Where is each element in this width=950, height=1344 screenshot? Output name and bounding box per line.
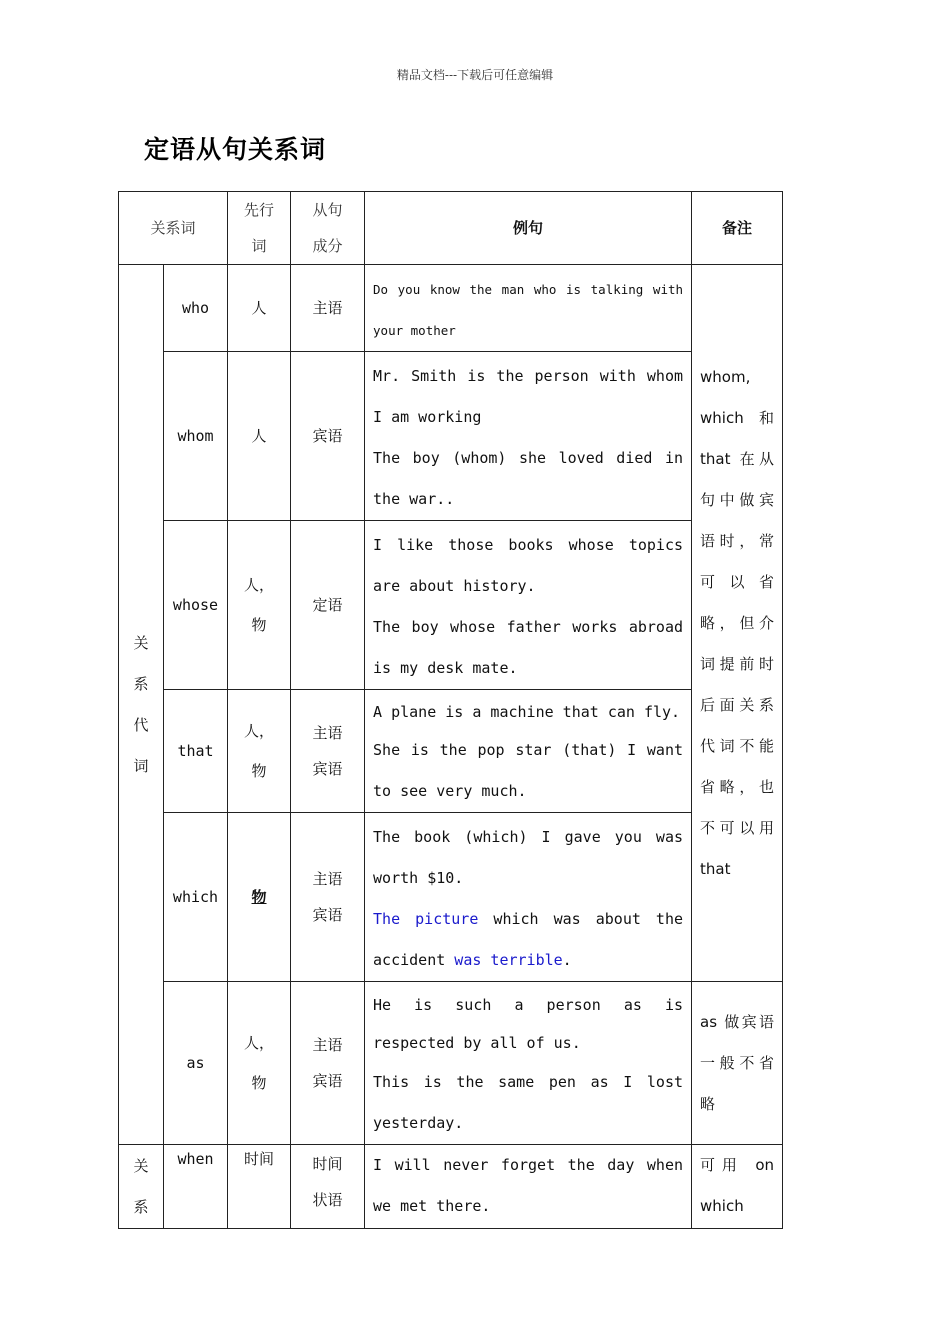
page-header-note: 精品文档---下载后可任意编辑 [396, 68, 554, 82]
header-clause-role: 从句成分 [291, 192, 365, 265]
example-sentence: The boy (whom) she loved died in the war.. [373, 449, 684, 508]
example-cell [365, 265, 692, 352]
example-cell [365, 982, 692, 1145]
plain-text: which was about the accident [373, 910, 684, 969]
header-note: 备注 [692, 192, 783, 265]
example-sentence: I will never forget the day when we met there. [373, 1156, 684, 1215]
header-relative-word: 关系词 [119, 192, 228, 265]
relative-word-cell: that [164, 690, 228, 813]
role-cell: 主语宾语 [291, 813, 365, 982]
table-row [119, 813, 783, 982]
example-sentence: Mr. Smith is the person with whom I am working [373, 367, 684, 426]
group-label-relative-adverb: 关系 [119, 1145, 164, 1229]
document-title: 定语从句关系词 [144, 135, 327, 164]
group-label-relative-pronoun: 关系代词 [119, 265, 164, 1145]
role-cell: 主语 [291, 265, 365, 352]
role-cell: 宾语 [291, 352, 365, 521]
note-cell-as: as 做宾语一般不省略 [692, 982, 783, 1145]
role-cell: 时间状语 [291, 1145, 365, 1229]
example-sentence: A plane is a machine that can fly. [373, 703, 681, 721]
relative-word-cell: whom [164, 352, 228, 521]
antecedent-cell: 人，物 [228, 690, 291, 813]
table-row [119, 982, 783, 1145]
relative-word-cell: which [164, 813, 228, 982]
example-sentence: Do you know the man who is talking with your mother [373, 282, 684, 338]
example-sentence: The boy whose father works abroad is my desk mate. [373, 618, 684, 677]
antecedent-cell: 物 [228, 813, 291, 982]
header-example: 例句 [365, 192, 692, 265]
relative-word-cell: as [164, 982, 228, 1145]
relative-word-cell: when [164, 1145, 228, 1229]
example-cell [365, 690, 692, 813]
example-sentence: I like those books whose topics are about history. [373, 536, 684, 595]
header-antecedent: 先行词 [228, 192, 291, 265]
role-cell: 主语宾语 [291, 690, 365, 813]
relative-word-cell: who [164, 265, 228, 352]
example-cell [365, 521, 692, 690]
table-row [119, 265, 783, 352]
role-cell: 定语 [291, 521, 365, 690]
example-sentence: He is such a person as is respected by all of us. [373, 996, 684, 1052]
role-cell: 主语宾语 [291, 982, 365, 1145]
highlight-text: was terrible [454, 951, 563, 969]
example-cell [365, 352, 692, 521]
relative-words-table [118, 191, 783, 1229]
example-sentence: This is the same pen as I lost yesterday. [373, 1073, 684, 1132]
example-cell [365, 813, 692, 982]
table-row [119, 521, 783, 690]
table-row [119, 352, 783, 521]
table-row [119, 690, 783, 813]
antecedent-cell: 人，物 [228, 982, 291, 1145]
relative-word-cell: whose [164, 521, 228, 690]
example-sentence: She is the pop star (that) I want to see very much. [373, 741, 684, 800]
plain-text: . [562, 951, 572, 969]
example-cell [365, 1145, 692, 1229]
table-header-row [119, 192, 783, 265]
antecedent-cell: 人 [228, 352, 291, 521]
note-cell-when: 可用 on which [692, 1145, 783, 1229]
antecedent-cell: 人 [228, 265, 291, 352]
example-sentence-colored [373, 899, 683, 981]
highlight-text: The picture [373, 910, 479, 928]
antecedent-cell: 人，物 [228, 521, 291, 690]
example-sentence: The book (which) I gave you was worth $10. [373, 828, 684, 887]
table-row [119, 1145, 783, 1229]
note-cell-omission: whom, which 和 that 在从句中做宾语时，常可以省略，但介词提前时后面关系代词不能省略，也不可以用 that [692, 265, 783, 982]
antecedent-cell: 时间 [228, 1145, 291, 1229]
